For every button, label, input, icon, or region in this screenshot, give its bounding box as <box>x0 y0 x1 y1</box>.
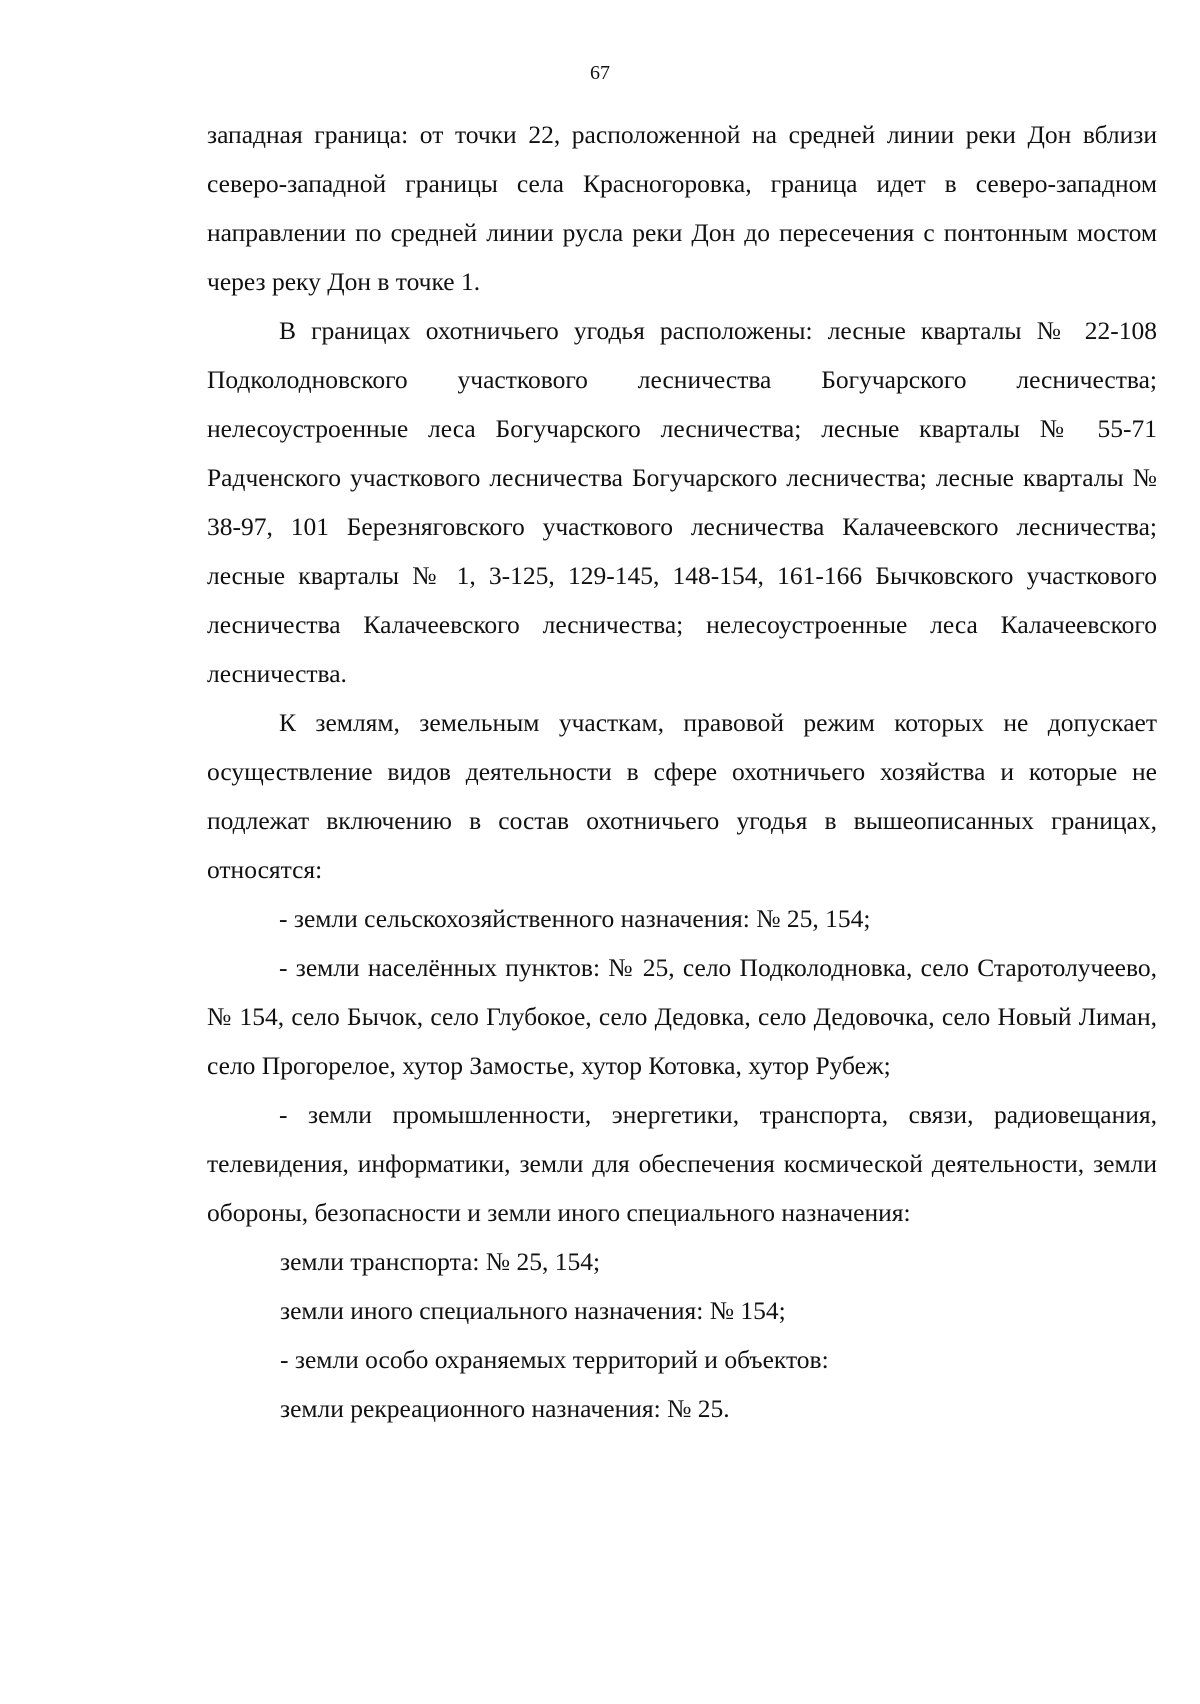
paragraph-forest-quarters: В границах охотничьего угодья расположены: лесные кварталы № 22-108 Подколодновского участкового лесничества Богучарского лесничества; нелесоустроенные леса Богучарского лесничества; лесные кварталы № 55-71 Радченского участкового лесничества Богучарского лесничества; лесные кварталы № 38-97, 101 Березняговского участкового лесничества Калачеевского лесничества; лесные кварталы № 1, 3-125, 129-145, 148-154, 161-166 Бычковского участкового лесничества Калачеевского лесничества; нелесоустроенные леса Калачеевского лесничества. <box>207 316 1157 688</box>
sub-item-recreational-lands: земли рекреационного назначения: № 25. <box>280 1394 730 1423</box>
page-number: 67 <box>590 62 610 84</box>
sub-item-transport-lands: земли транспорта: № 25, 154; <box>280 1247 601 1276</box>
paragraph-excluded-lands: К землям, земельным участкам, правовой режим которых не допускает осуществление видов деятельности в сфере охотничьего хозяйства и которые не подлежат включению в состав охотничьего угодья в вышеописанных границах, относятся: <box>207 708 1157 884</box>
paragraph-western-border: западная граница: от точки 22, расположенной на средней линии реки Дон вблизи северо-западной границы села Красногоровка, граница идет в северо-западном направлении по средней линии русла реки Дон до пересечения с понтонным мостом через реку Дон в точке 1. <box>207 120 1157 296</box>
list-item-agricultural-lands: - земли сельскохозяйственного назначения: № 25, 154; <box>279 904 871 933</box>
sub-item-special-purpose-lands: земли иного специального назначения: № 154; <box>280 1296 786 1325</box>
list-item-settlement-lands: - земли населённых пунктов: № 25, село Подколодновка, село Старотолучеево, № 154, село Бычок, село Глубокое, село Дедовка, село Дедовочка, село Новый Лиман, село Прогорелое, хутор Замостье, хутор Котовка, хутор Рубеж; <box>207 953 1157 1080</box>
list-item-industrial-lands: - земли промышленности, энергетики, транспорта, связи, радиовещания, телевидения, информатики, земли для обеспечения космической деятельности, земли обороны, безопасности и земли иного специального назначения: <box>207 1100 1157 1227</box>
document-body <box>207 110 1157 1433</box>
list-item-protected-territories: - земли особо охраняемых территорий и объектов: <box>280 1345 829 1374</box>
